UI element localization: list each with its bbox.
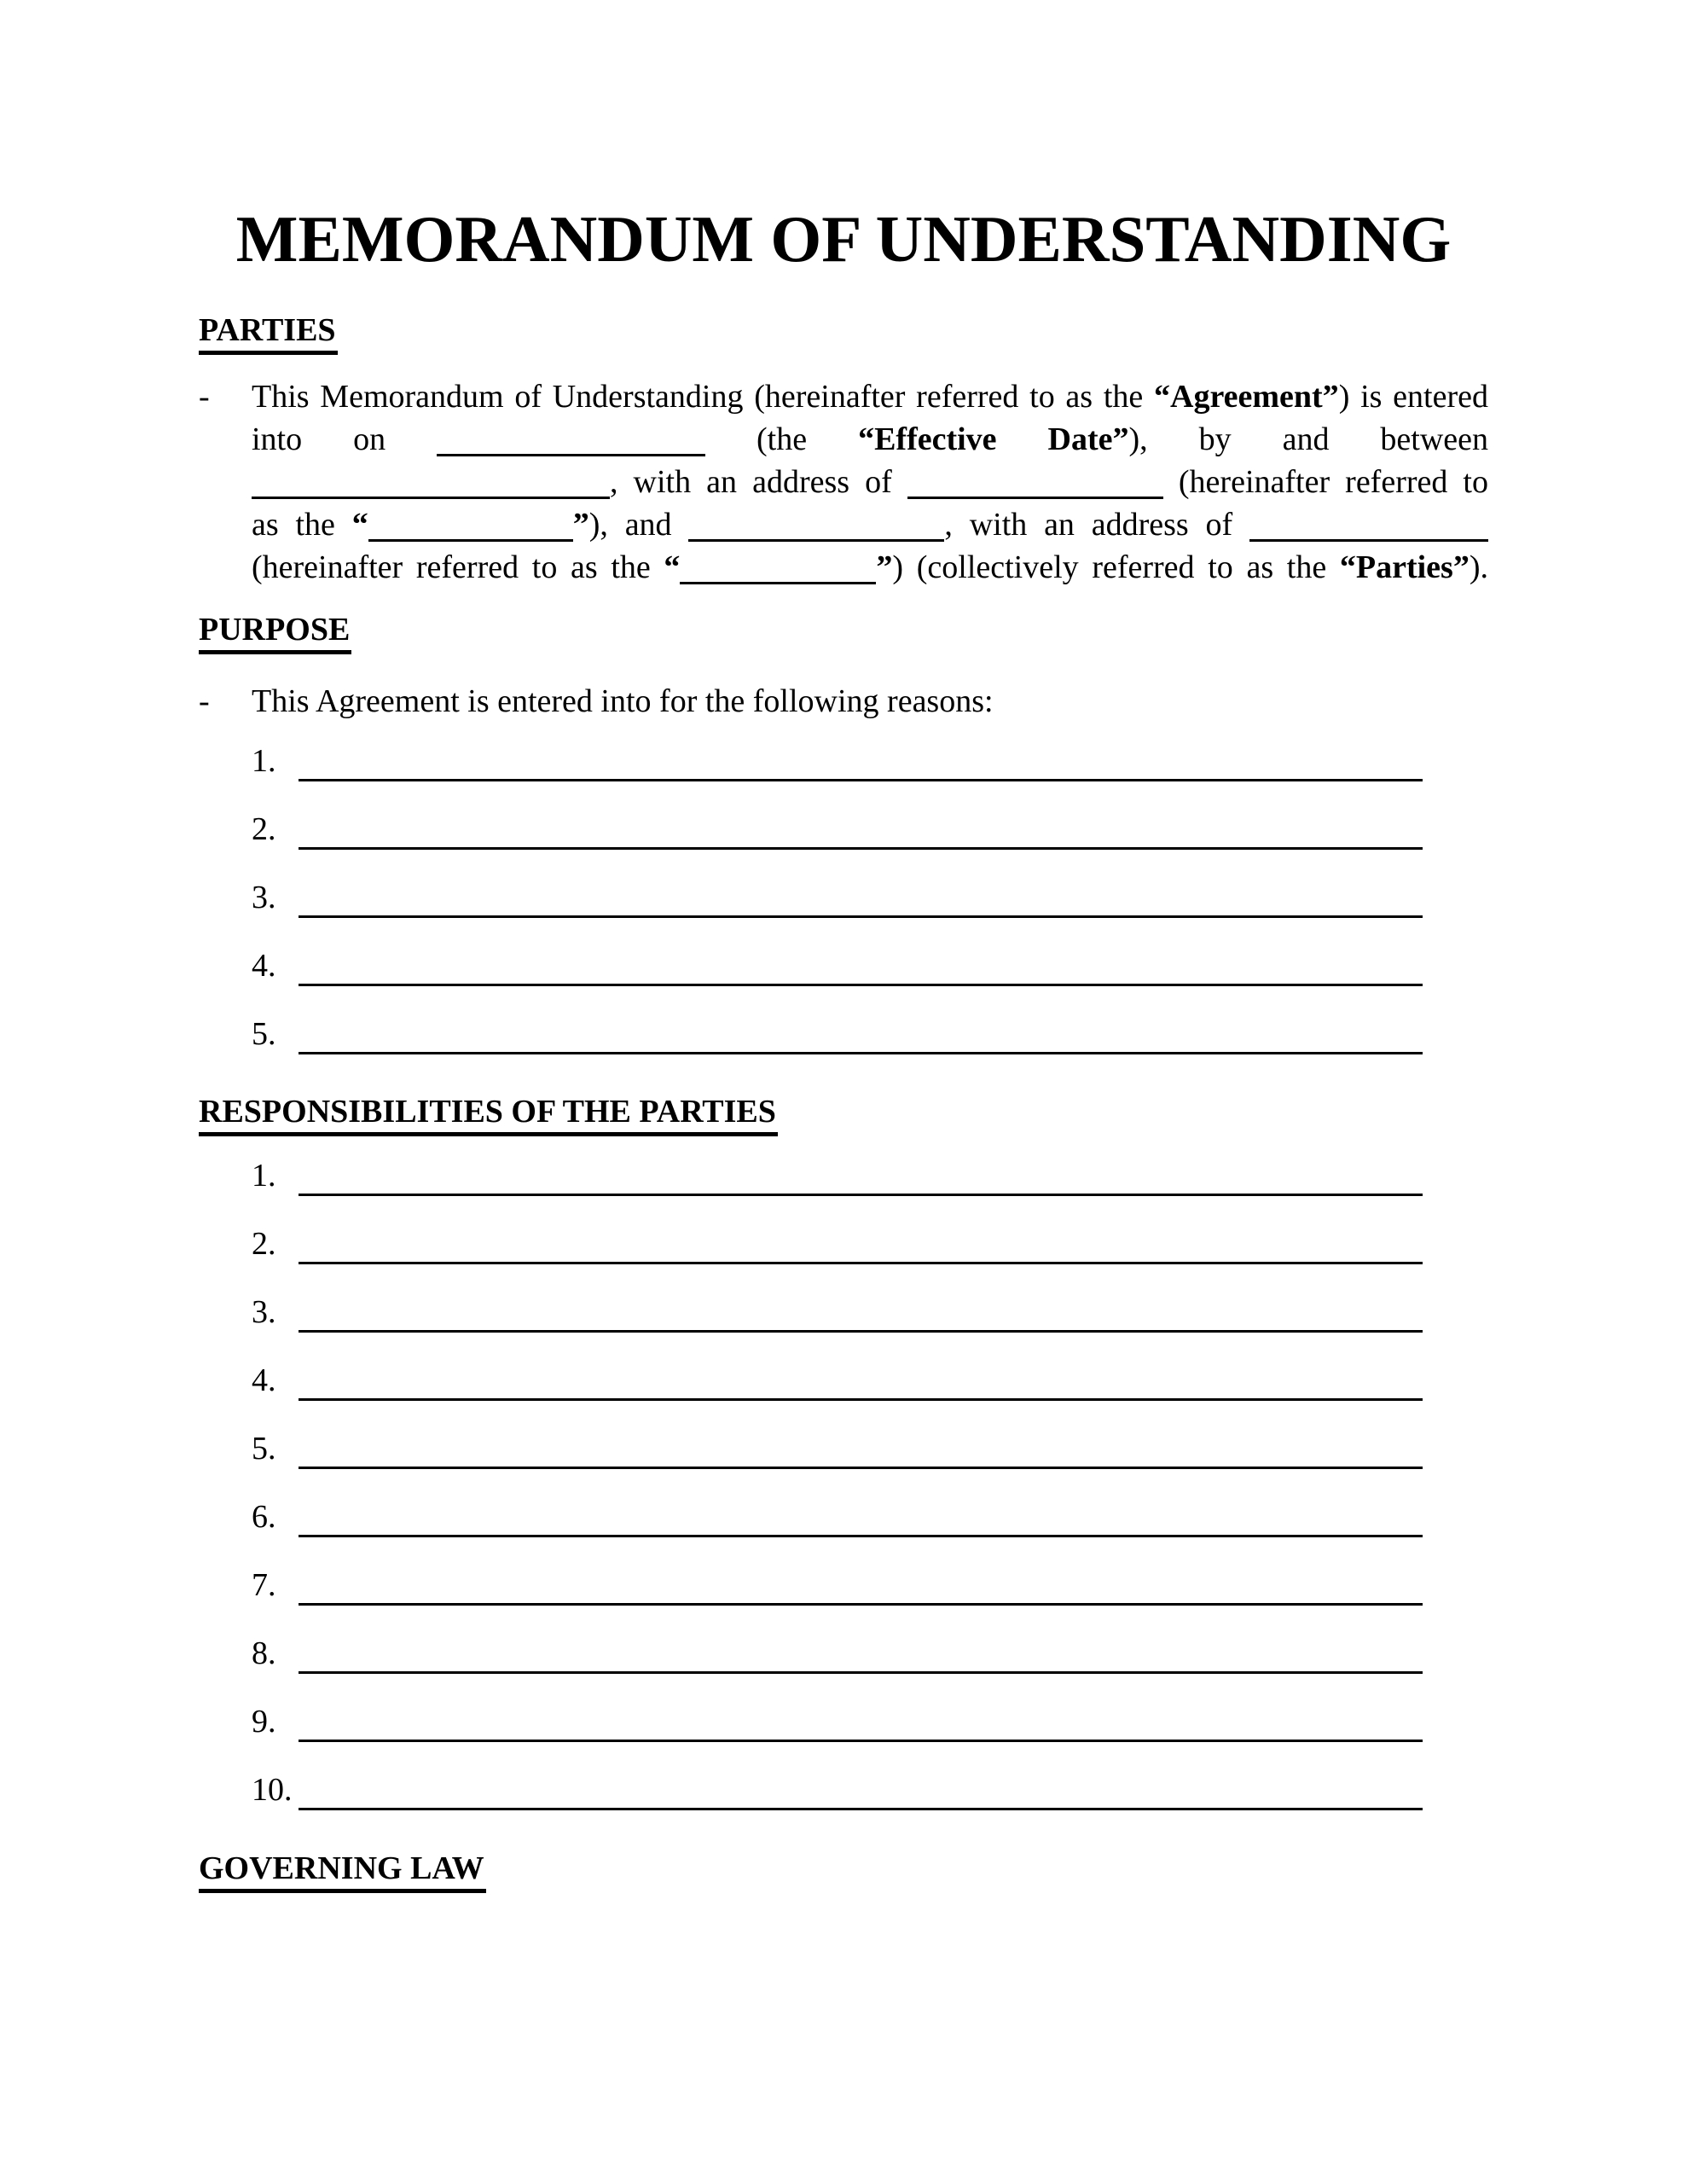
parties-line-5 xyxy=(252,546,1488,589)
text-bold: ” xyxy=(572,507,589,543)
text-bold: “ xyxy=(351,507,368,543)
heading-responsibilities: RESPONSIBILITIES OF THE PARTIES xyxy=(199,1092,778,1136)
blank-line xyxy=(299,1224,1423,1264)
text: (hereinafter referred to as the xyxy=(252,549,664,585)
list-number: 4. xyxy=(252,948,276,984)
document-title: MEMORANDUM OF UNDERSTANDING xyxy=(235,202,1452,276)
blank-line xyxy=(437,428,705,456)
blank-line xyxy=(299,1770,1423,1810)
responsibility-item-row xyxy=(252,1429,1423,1469)
text: (the xyxy=(705,421,859,457)
list-number: 1. xyxy=(252,1158,276,1194)
responsibility-item-row xyxy=(252,1361,1423,1401)
list-number: 5. xyxy=(252,1016,276,1052)
parties-line-1 xyxy=(252,375,1488,418)
list-number: 1. xyxy=(252,743,276,779)
purpose-intro: This Agreement is entered into for the following reasons: xyxy=(252,683,994,719)
blank-line xyxy=(688,514,944,542)
purpose-item-row xyxy=(252,878,1423,918)
blank-line xyxy=(299,1361,1423,1401)
purpose-item-row xyxy=(252,810,1423,850)
blank-line xyxy=(299,741,1423,781)
list-number: 5. xyxy=(252,1431,276,1467)
text-bold: “Agreement” xyxy=(1154,379,1339,415)
text: ) is entered xyxy=(1338,379,1488,415)
parties-line-4 xyxy=(252,503,1488,546)
list-number: 2. xyxy=(252,1226,276,1262)
text: ). xyxy=(1469,549,1488,585)
text: , with an address of xyxy=(610,464,907,500)
blank-line xyxy=(907,471,1163,499)
blank-line xyxy=(368,514,573,542)
text-bold: “Effective Date” xyxy=(858,421,1129,457)
blank-line xyxy=(299,810,1423,850)
parties-line-3 xyxy=(252,461,1488,503)
purpose-item-row xyxy=(252,946,1423,986)
text: (hereinafter referred to xyxy=(1162,464,1488,500)
heading-parties: PARTIES xyxy=(199,311,338,355)
parties-paragraph xyxy=(252,375,1488,589)
blank-line xyxy=(299,1429,1423,1469)
purpose-item-row xyxy=(252,741,1423,781)
blank-line xyxy=(299,1565,1423,1606)
text: ), by and between xyxy=(1128,421,1489,457)
blank-line xyxy=(1249,514,1488,542)
text-bold: “Parties” xyxy=(1339,549,1470,585)
list-number: 8. xyxy=(252,1635,276,1671)
blank-line xyxy=(299,1292,1423,1333)
list-number: 10. xyxy=(252,1772,293,1808)
text: ) (collectively referred to as the xyxy=(892,549,1340,585)
text: ), and xyxy=(588,507,689,543)
responsibility-item-row xyxy=(252,1497,1423,1537)
list-number: 9. xyxy=(252,1704,276,1740)
parties-line-2 xyxy=(252,418,1488,461)
blank-line xyxy=(299,1497,1423,1537)
list-number: 6. xyxy=(252,1499,276,1535)
purpose-item-row xyxy=(252,1014,1423,1054)
heading-purpose: PURPOSE xyxy=(199,610,351,654)
blank-line xyxy=(299,878,1423,918)
purpose-bullet-dash: - xyxy=(199,683,210,719)
list-number: 3. xyxy=(252,1294,276,1330)
responsibility-item-row xyxy=(252,1292,1423,1333)
blank-line xyxy=(299,1156,1423,1196)
responsibility-item-row xyxy=(252,1770,1423,1810)
text-bold: ” xyxy=(876,549,893,585)
heading-governing-law: GOVERNING LAW xyxy=(199,1849,486,1893)
list-number: 3. xyxy=(252,880,276,915)
list-number: 4. xyxy=(252,1362,276,1398)
parties-bullet-dash: - xyxy=(199,379,210,415)
blank-line xyxy=(299,1014,1423,1054)
responsibility-item-row xyxy=(252,1224,1423,1264)
text: , with an address of xyxy=(944,507,1249,543)
responsibility-item-row xyxy=(252,1156,1423,1196)
responsibility-item-row xyxy=(252,1702,1423,1742)
blank-line xyxy=(252,471,610,499)
text: This Memorandum of Understanding (hereinafter referred to as the xyxy=(252,379,1155,415)
blank-line xyxy=(299,1634,1423,1674)
blank-line xyxy=(680,556,876,584)
blank-line xyxy=(299,946,1423,986)
blank-line xyxy=(299,1702,1423,1742)
responsibility-item-row xyxy=(252,1634,1423,1674)
text: into on xyxy=(252,421,438,457)
list-number: 2. xyxy=(252,811,276,847)
responsibility-item-row xyxy=(252,1565,1423,1606)
text: as the xyxy=(252,507,352,543)
list-number: 7. xyxy=(252,1567,276,1603)
text-bold: “ xyxy=(664,549,681,585)
